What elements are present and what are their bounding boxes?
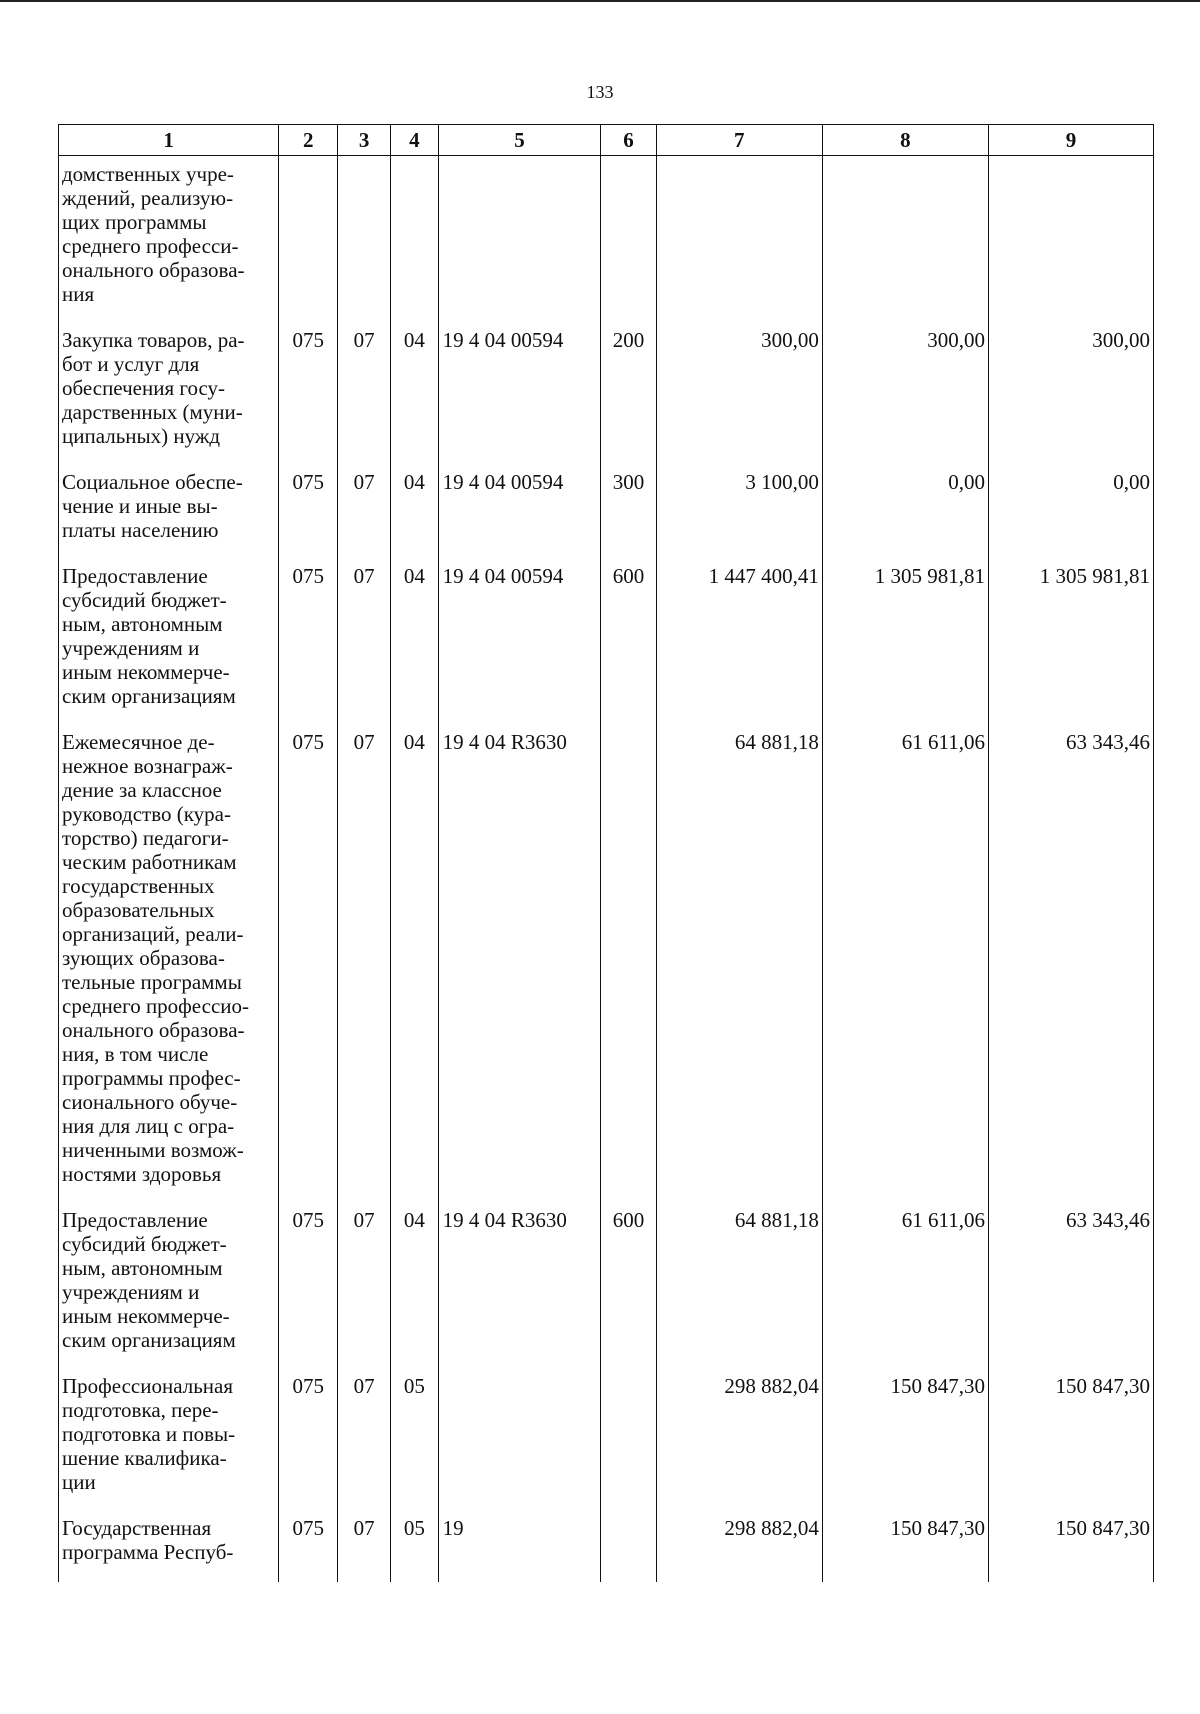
cell-section: 07 — [338, 1372, 391, 1514]
name-line: образовательных — [62, 898, 215, 922]
cell-amount-col9 — [988, 156, 1153, 327]
name-line: ции — [62, 1470, 96, 1494]
name-line: субсидий бюджет- — [62, 588, 227, 612]
cell-name — [59, 1206, 279, 1372]
cell-section: 07 — [338, 1206, 391, 1372]
cell-amount-col8: 1 305 981,81 — [822, 562, 988, 728]
cell-target-article — [438, 156, 601, 327]
cell-section: 07 — [338, 326, 391, 468]
page-number: 133 — [586, 82, 614, 102]
cell-name — [59, 326, 279, 468]
table-row — [59, 728, 1154, 1206]
cell-name — [59, 728, 279, 1206]
cell-section: 07 — [338, 1514, 391, 1582]
cell-amount-col9: 150 847,30 — [988, 1514, 1153, 1582]
name-line: обеспечения госу- — [62, 376, 226, 400]
cell-amount-col8: 61 611,06 — [822, 728, 988, 1206]
cell-amount-col7: 1 447 400,41 — [656, 562, 822, 728]
cell-expense-type: 600 — [601, 1206, 656, 1372]
cell-amount-col8: 0,00 — [822, 468, 988, 562]
name-line: ческим работникам — [62, 850, 237, 874]
name-line: ностями здоровья — [62, 1162, 222, 1186]
name-line: программы профес- — [62, 1066, 241, 1090]
cell-amount-col7: 64 881,18 — [656, 1206, 822, 1372]
name-line: ния, в том числе — [62, 1042, 209, 1066]
cell-expense-type: 200 — [601, 326, 656, 468]
cell-admin-code: 075 — [279, 1514, 338, 1582]
header-col-2: 2 — [279, 125, 338, 156]
cell-amount-col7: 298 882,04 — [656, 1372, 822, 1514]
cell-admin-code: 075 — [279, 326, 338, 468]
name-line: ждений, реализую- — [62, 186, 234, 210]
name-line: среднего профессио- — [62, 994, 250, 1018]
cell-admin-code: 075 — [279, 1206, 338, 1372]
name-line: тельные программы — [62, 970, 242, 994]
cell-amount-col7 — [656, 156, 822, 327]
cell-name — [59, 468, 279, 562]
name-line: Профессиональная — [62, 1374, 234, 1398]
cell-amount-col7: 298 882,04 — [656, 1514, 822, 1582]
cell-admin-code: 075 — [279, 728, 338, 1206]
name-line: ным, автономным — [62, 1256, 223, 1280]
name-line: среднего професси- — [62, 234, 239, 258]
name-line: руководство (кура- — [62, 802, 231, 826]
name-line: учреждениям и — [62, 1280, 200, 1304]
cell-target-article: 19 — [438, 1514, 601, 1582]
cell-expense-type: 300 — [601, 468, 656, 562]
cell-admin-code: 075 — [279, 562, 338, 728]
cell-subsection — [391, 156, 438, 327]
name-line: Предоставление — [62, 564, 208, 588]
cell-amount-col8: 150 847,30 — [822, 1372, 988, 1514]
header-col-6: 6 — [601, 125, 656, 156]
cell-subsection: 04 — [391, 326, 438, 468]
cell-target-article: 19 4 04 R3630 — [438, 1206, 601, 1372]
name-line: ния для лиц с огра- — [62, 1114, 235, 1138]
cell-amount-col9: 1 305 981,81 — [988, 562, 1153, 728]
table-row — [59, 1514, 1154, 1582]
cell-subsection: 04 — [391, 1206, 438, 1372]
cell-section — [338, 156, 391, 327]
header-col-3: 3 — [338, 125, 391, 156]
cell-amount-col8: 150 847,30 — [822, 1514, 988, 1582]
cell-admin-code: 075 — [279, 468, 338, 562]
cell-admin-code — [279, 156, 338, 327]
name-line: ципальных) нужд — [62, 424, 221, 448]
cell-name — [59, 562, 279, 728]
table-row — [59, 468, 1154, 562]
cell-subsection: 04 — [391, 468, 438, 562]
table-row — [59, 1372, 1154, 1514]
budget-table — [58, 124, 1154, 1582]
name-line: Социальное обеспе- — [62, 470, 243, 494]
name-line: ским организациям — [62, 684, 236, 708]
header-col-8: 8 — [822, 125, 988, 156]
cell-amount-col7: 3 100,00 — [656, 468, 822, 562]
cell-section: 07 — [338, 468, 391, 562]
name-line: Предоставление — [62, 1208, 208, 1232]
cell-subsection: 05 — [391, 1372, 438, 1514]
table-row — [59, 326, 1154, 468]
name-line: подготовка и повы- — [62, 1422, 236, 1446]
cell-amount-col8: 61 611,06 — [822, 1206, 988, 1372]
cell-amount-col8 — [822, 156, 988, 327]
cell-amount-col9: 63 343,46 — [988, 1206, 1153, 1372]
name-line: ным, автономным — [62, 612, 223, 636]
cell-target-article: 19 4 04 00594 — [438, 468, 601, 562]
cell-expense-type — [601, 1372, 656, 1514]
table-header — [59, 125, 1154, 156]
name-line: торство) педагоги- — [62, 826, 229, 850]
cell-amount-col9: 150 847,30 — [988, 1372, 1153, 1514]
cell-name — [59, 1372, 279, 1514]
table-row — [59, 1206, 1154, 1372]
header-col-7: 7 — [656, 125, 822, 156]
table-row — [59, 156, 1154, 327]
name-line: платы населению — [62, 518, 219, 542]
name-line: Закупка товаров, ра- — [62, 328, 245, 352]
name-line: домственных учре- — [62, 162, 234, 186]
cell-section: 07 — [338, 562, 391, 728]
cell-amount-col9: 63 343,46 — [988, 728, 1153, 1206]
cell-section: 07 — [338, 728, 391, 1206]
table-row — [59, 562, 1154, 728]
header-row — [59, 125, 1154, 156]
name-line: щих программы — [62, 210, 207, 234]
top-rule — [0, 0, 1200, 2]
cell-target-article — [438, 1372, 601, 1514]
cell-name — [59, 1514, 279, 1582]
name-line: бот и услуг для — [62, 352, 200, 376]
name-line: онального образова- — [62, 258, 245, 282]
cell-target-article: 19 4 04 00594 — [438, 326, 601, 468]
cell-subsection: 05 — [391, 1514, 438, 1582]
name-line: дение за классное — [62, 778, 222, 802]
name-line: зующих образова- — [62, 946, 225, 970]
header-col-4: 4 — [391, 125, 438, 156]
cell-expense-type — [601, 728, 656, 1206]
header-col-1: 1 — [59, 125, 279, 156]
name-line: чение и иные вы- — [62, 494, 218, 518]
name-line: ния — [62, 282, 95, 306]
name-line: государственных — [62, 874, 215, 898]
cell-expense-type — [601, 156, 656, 327]
cell-amount-col9: 300,00 — [988, 326, 1153, 468]
table-body — [59, 156, 1154, 1583]
name-line: подготовка, пере- — [62, 1398, 219, 1422]
name-line: иным некоммерче- — [62, 660, 230, 684]
name-line: организаций, реали- — [62, 922, 244, 946]
cell-amount-col7: 300,00 — [656, 326, 822, 468]
name-line: Ежемесячное де- — [62, 730, 215, 754]
name-line: ниченными возмож- — [62, 1138, 244, 1162]
cell-name — [59, 156, 279, 327]
name-line: программа Респуб- — [62, 1540, 234, 1564]
cell-expense-type: 600 — [601, 562, 656, 728]
cell-expense-type — [601, 1514, 656, 1582]
cell-subsection: 04 — [391, 562, 438, 728]
cell-admin-code: 075 — [279, 1372, 338, 1514]
name-line: учреждениям и — [62, 636, 200, 660]
cell-target-article: 19 4 04 R3630 — [438, 728, 601, 1206]
name-line: нежное вознаграж- — [62, 754, 233, 778]
name-line: иным некоммерче- — [62, 1304, 230, 1328]
name-line: Государственная — [62, 1516, 212, 1540]
cell-amount-col9: 0,00 — [988, 468, 1153, 562]
cell-target-article: 19 4 04 00594 — [438, 562, 601, 728]
header-col-9: 9 — [988, 125, 1153, 156]
name-line: онального образова- — [62, 1018, 245, 1042]
cell-subsection: 04 — [391, 728, 438, 1206]
cell-amount-col8: 300,00 — [822, 326, 988, 468]
name-line: субсидий бюджет- — [62, 1232, 227, 1256]
header-col-5: 5 — [438, 125, 601, 156]
name-line: сионального обуче- — [62, 1090, 238, 1114]
cell-amount-col7: 64 881,18 — [656, 728, 822, 1206]
name-line: ским организациям — [62, 1328, 236, 1352]
name-line: шение квалифика- — [62, 1446, 227, 1470]
name-line: дарственных (муни- — [62, 400, 243, 424]
